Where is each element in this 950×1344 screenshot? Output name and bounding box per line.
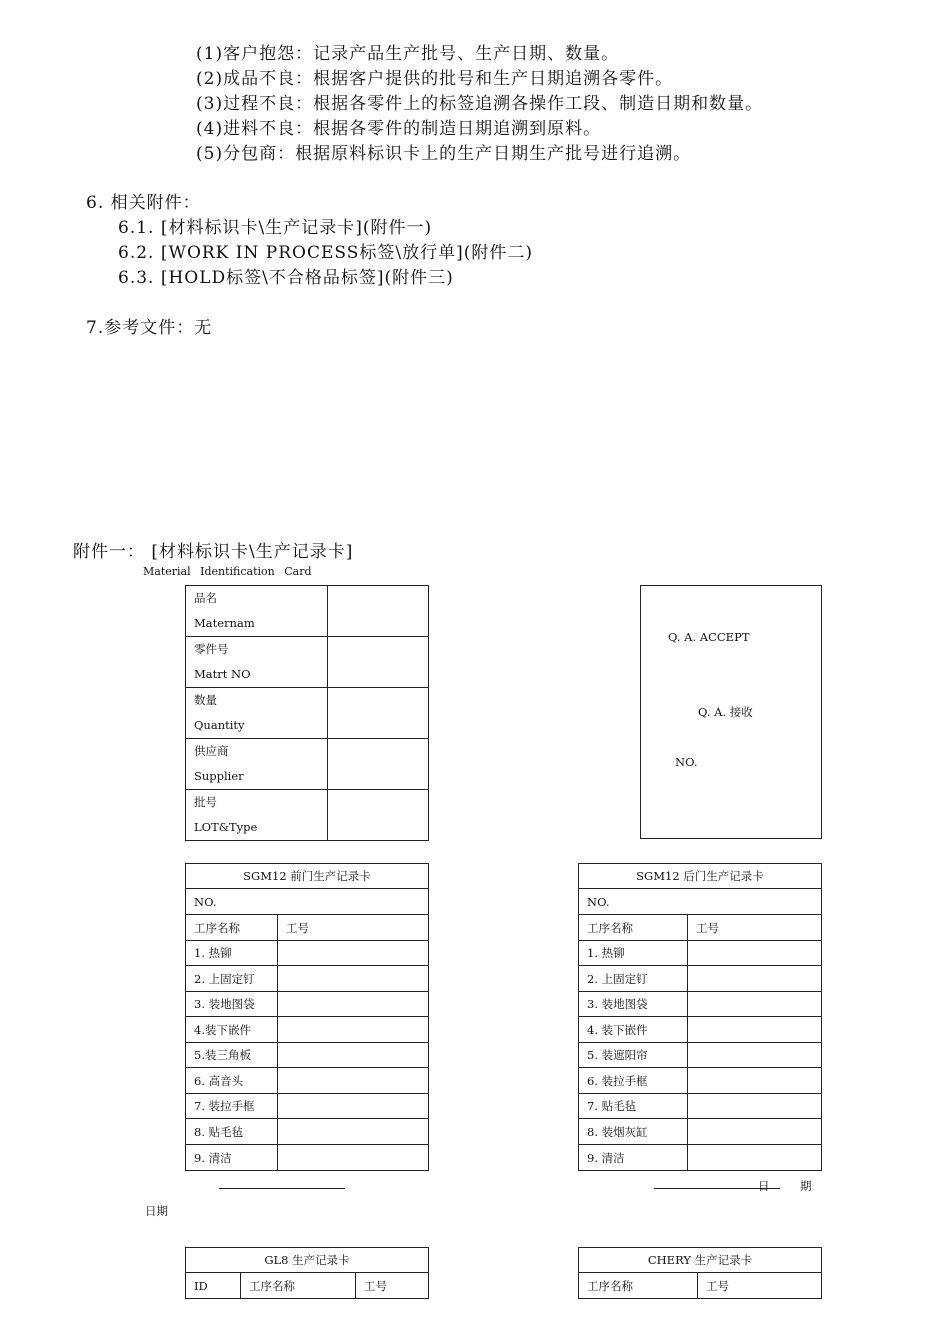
rear-step: 1. 热铆 (579, 941, 688, 966)
rear-step-worker[interactable] (688, 1145, 822, 1171)
gl8-record-card (185, 1247, 429, 1299)
rear-card-no: NO. (579, 889, 822, 915)
chery-col-process: 工序名称 (579, 1273, 698, 1299)
rear-door-record-card (578, 863, 822, 1171)
rear-step-worker[interactable] (688, 1068, 822, 1094)
id-field-name-label: 品名 Maternam (186, 586, 328, 637)
id-field-lot-label: 批号 LOT&Type (186, 790, 328, 841)
rear-step-worker[interactable] (688, 992, 822, 1017)
front-step: 3. 装地图袋 (186, 992, 278, 1017)
rear-step: 9. 清洁 (579, 1145, 688, 1171)
chery-card-title: CHERY 生产记录卡 (579, 1248, 822, 1273)
qa-receive-label: Q. A. 接收 (698, 705, 753, 719)
front-card-title: SGM12 前门生产记录卡 (186, 864, 429, 889)
trace-item-3: (3)过程不良：根据各零件上的标签追溯各操作工段、制造日期和数量。 (196, 94, 764, 114)
front-step-worker[interactable] (278, 941, 429, 966)
id-field-partno-value[interactable] (328, 637, 429, 688)
front-step: 1. 热铆 (186, 941, 278, 966)
date-line-left (219, 1188, 345, 1189)
front-step: 5.装三角板 (186, 1043, 278, 1068)
rear-step: 8. 装烟灰缸 (579, 1119, 688, 1145)
qa-no-label: NO. (675, 755, 698, 769)
rear-step-worker[interactable] (688, 966, 822, 992)
trace-item-5: (5)分包商：根据原料标识卡上的生产日期生产批号进行追溯。 (196, 144, 692, 164)
front-step-worker[interactable] (278, 1068, 429, 1094)
front-step: 9. 清洁 (186, 1145, 278, 1171)
section6-item-2: 6.2. [WORK IN PROCESS标签\放行单](附件二) (118, 243, 533, 263)
rear-card-col-worker: 工号 (688, 915, 822, 941)
gl8-col-worker: 工号 (356, 1273, 429, 1299)
front-card-col-process: 工序名称 (186, 915, 278, 941)
qa-stamp-box (640, 585, 822, 839)
section6-heading: 6. 相关附件： (86, 193, 201, 213)
front-step-worker[interactable] (278, 1017, 429, 1043)
date-label-left: 日期 (145, 1204, 168, 1218)
front-step-worker[interactable] (278, 1145, 429, 1171)
section6-item-1: 6.1. [材料标识卡\生产记录卡](附件一) (118, 218, 433, 238)
id-field-supplier-value[interactable] (328, 739, 429, 790)
trace-item-4: (4)进料不良：根据各零件的制造日期追溯到原料。 (196, 119, 602, 139)
rear-step-worker[interactable] (688, 1119, 822, 1145)
qa-accept-label: Q. A. ACCEPT (668, 630, 750, 644)
rear-step: 2. 上固定钉 (579, 966, 688, 992)
material-id-card (185, 585, 429, 841)
front-step: 7. 装拉手框 (186, 1094, 278, 1119)
rear-step: 4. 装下嵌件 (579, 1017, 688, 1043)
front-step: 6. 高音头 (186, 1068, 278, 1094)
trace-item-2: (2)成品不良：根据客户提供的批号和生产日期追溯各零件。 (196, 69, 674, 89)
trace-item-1: (1)客户抱怨：记录产品生产批号、生产日期、数量。 (196, 44, 620, 64)
rear-step: 5. 装遮阳帘 (579, 1043, 688, 1068)
front-door-record-card (185, 863, 429, 1171)
gl8-col-process: 工序名称 (241, 1273, 356, 1299)
attachment1-subtitle: Material Identification Card (143, 565, 312, 578)
front-step: 8. 贴毛毡 (186, 1119, 278, 1145)
rear-card-col-process: 工序名称 (579, 915, 688, 941)
gl8-card-title: GL8 生产记录卡 (186, 1248, 429, 1273)
id-field-quantity-label: 数量 Quantity (186, 688, 328, 739)
front-step: 4.装下嵌件 (186, 1017, 278, 1043)
id-field-quantity-value[interactable] (328, 688, 429, 739)
rear-step: 7. 贴毛毡 (579, 1094, 688, 1119)
front-step-worker[interactable] (278, 966, 429, 992)
front-step-worker[interactable] (278, 1043, 429, 1068)
front-card-col-worker: 工号 (278, 915, 429, 941)
front-step-worker[interactable] (278, 1094, 429, 1119)
date-label-qi: 期 (800, 1179, 812, 1193)
chery-record-card (578, 1247, 822, 1299)
chery-col-worker: 工号 (698, 1273, 822, 1299)
id-field-partno-label: 零件号 Matrt NO (186, 637, 328, 688)
rear-step-worker[interactable] (688, 1043, 822, 1068)
section7-heading: 7.参考文件：无 (86, 318, 213, 338)
date-label-ri: 日 (758, 1179, 770, 1193)
front-card-no: NO. (186, 889, 429, 915)
id-field-supplier-label: 供应商 Supplier (186, 739, 328, 790)
rear-step-worker[interactable] (688, 941, 822, 966)
rear-card-title: SGM12 后门生产记录卡 (579, 864, 822, 889)
id-field-lot-value[interactable] (328, 790, 429, 841)
rear-step: 3. 装地图袋 (579, 992, 688, 1017)
section6-item-3: 6.3. [HOLD标签\不合格品标签](附件三) (118, 268, 454, 288)
front-step-worker[interactable] (278, 1119, 429, 1145)
rear-step-worker[interactable] (688, 1094, 822, 1119)
id-field-name-value[interactable] (328, 586, 429, 637)
rear-step: 6. 装拉手框 (579, 1068, 688, 1094)
front-step-worker[interactable] (278, 992, 429, 1017)
front-step: 2. 上固定钉 (186, 966, 278, 992)
attachment1-title: 附件一： [材料标识卡\生产记录卡] (73, 542, 354, 562)
rear-step-worker[interactable] (688, 1017, 822, 1043)
gl8-col-id: ID (186, 1273, 241, 1299)
